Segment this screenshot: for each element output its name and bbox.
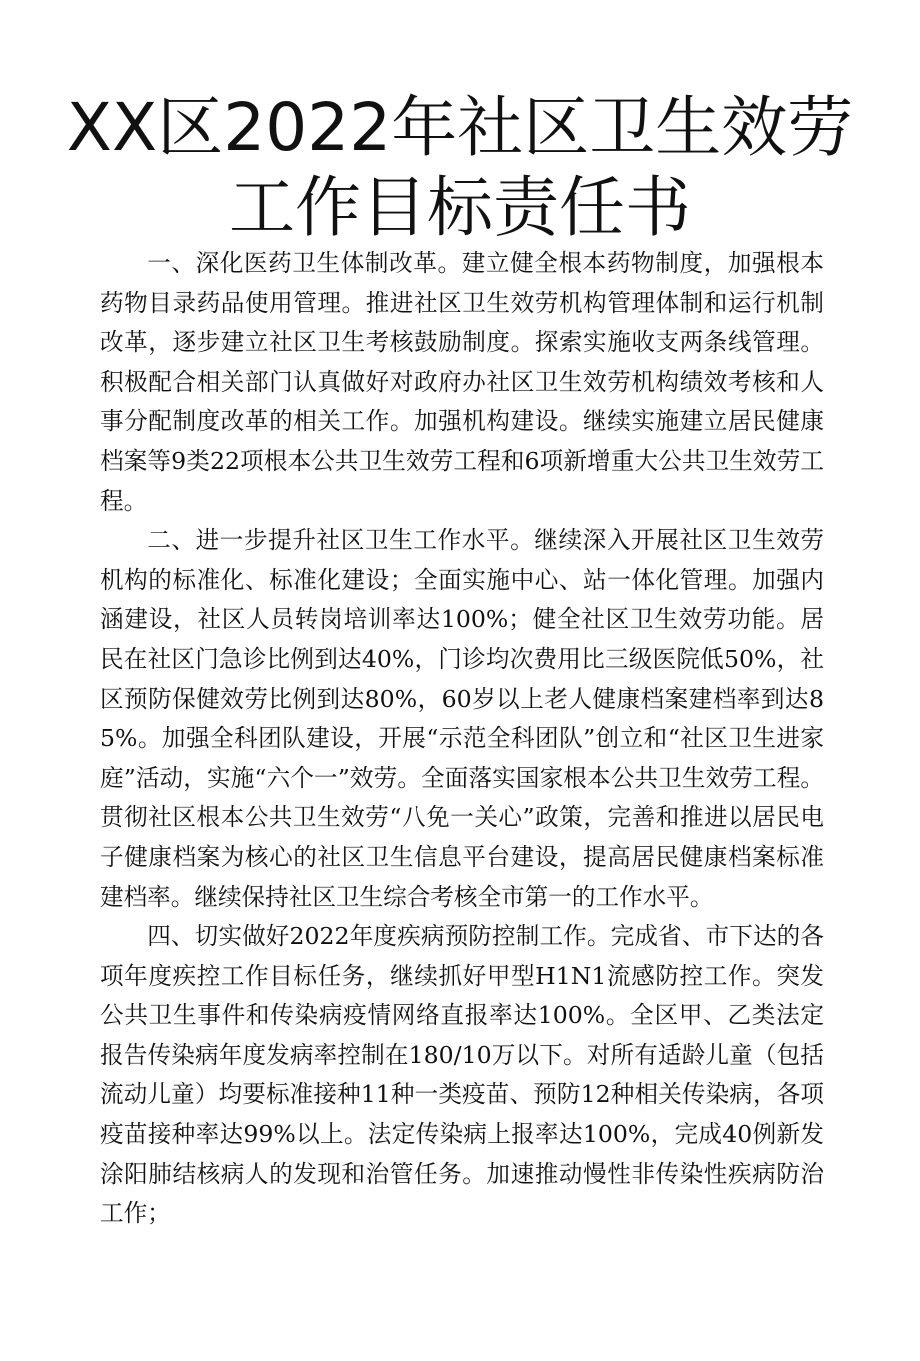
document-title-line-2: 工作目标责任书	[229, 169, 691, 246]
paragraph-3: 四、切实做好2022年度疾病预防控制工作。完成省、市下达的各项年度疾控工作目标任务，继续抓好甲型H1N1流感防控工作。突发公共卫生事件和传染病疫情网络直报率达100%。全区甲、乙类法定报告传染病年度发病率控制在180/10万以下。对所有适龄儿童（包括流动儿童）均要标准接种11种一类疫苗、预防12种相关传染病，各项疫苗接种率达99%以上。法定传染病上报率达100%，完成40例新发涂阳肺结核病人的发现和治管任务。加速推动慢性非传染性疾病防治工作；	[100, 922, 824, 1228]
paragraph-1: 一、深化医药卫生体制改革。建立健全根本药物制度，加强根本药物目录药品使用管理。推进社区卫生效劳机构管理体制和运行机制改革，逐步建立社区卫生考核鼓励制度。探索实施收支两条线管理。积极配合相关部门认真做好对政府办社区卫生效劳机构绩效考核和人事分配制度改革的相关工作。加强机构建设。继续实施建立居民健康档案等9类22项根本公共卫生效劳工程和6项新增重大公共卫生效劳工程。	[100, 249, 824, 515]
document-body	[100, 244, 824, 1234]
document-title-line-1: XX区2022年社区卫生效劳	[66, 89, 854, 166]
paragraph-2: 二、进一步提升社区卫生工作水平。继续深入开展社区卫生效劳机构的标准化、标准化建设；全面实施中心、站一体化管理。加强内涵建设，社区人员转岗培训率达100%；健全社区卫生效劳功能。居民在社区门急诊比例到达40%，门诊均次费用比三级医院低50%，社区预防保健效劳比例到达80%，60岁以上老人健康档案建档率到达85%。加强全科团队建设，开展“示范全科团队”创立和“社区卫生进家庭”活动，实施“六个一”效劳。全面落实国家根本公共卫生效劳工程。贯彻社区根本公共卫生效劳“八免一关心”政策，完善和推进以居民电子健康档案为核心的社区卫生信息平台建设，提高居民健康档案标准建档率。继续保持社区卫生综合考核全市第一的工作水平。	[100, 526, 824, 911]
